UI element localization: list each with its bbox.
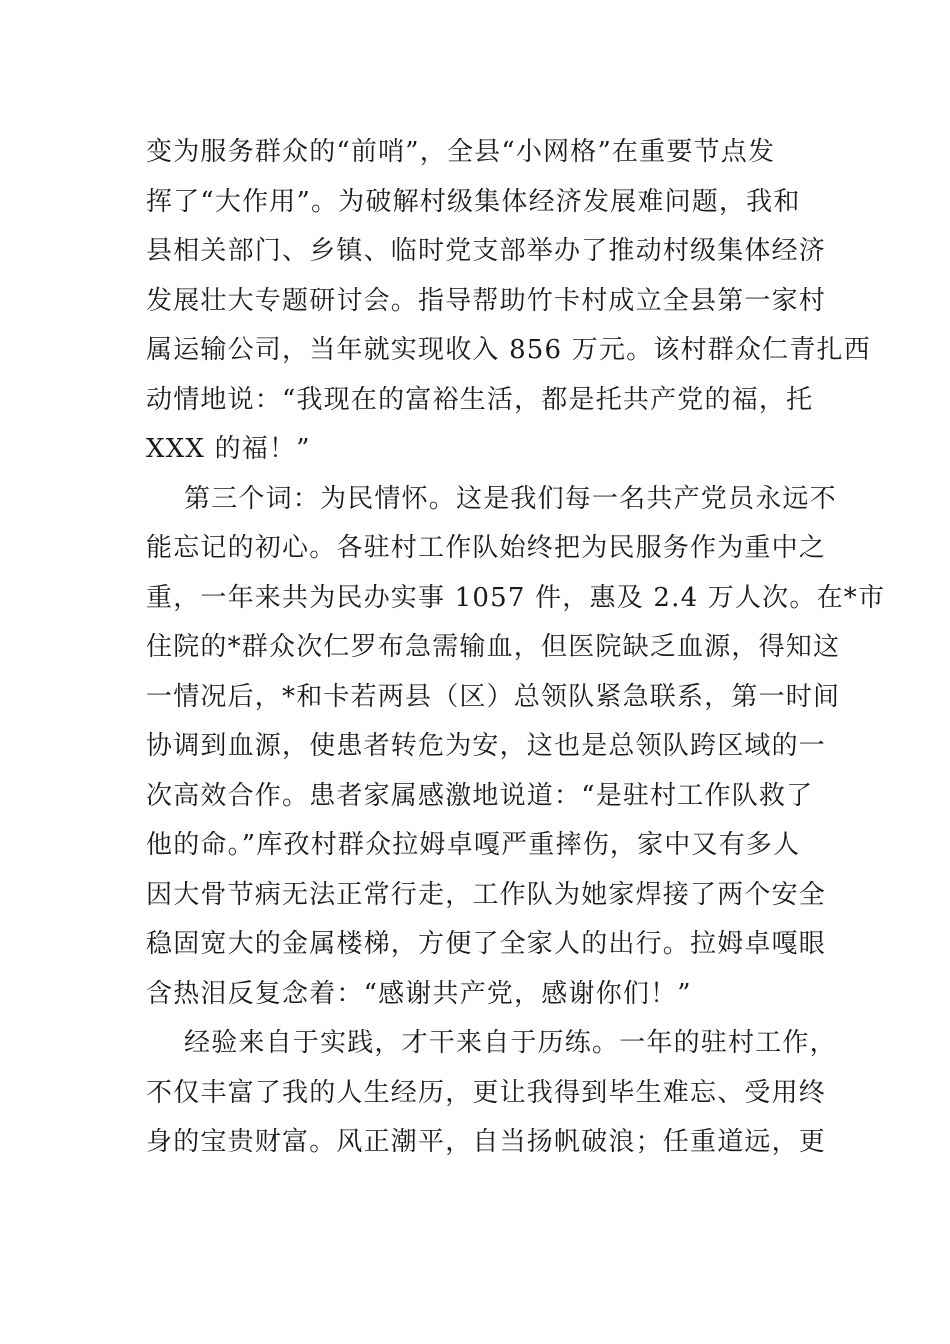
paragraph-2: [146, 475, 886, 1020]
text-line: 因大骨节病无法正常行走，工作队为她家焊接了两个安全: [146, 879, 827, 910]
text-line: 经验来自于实践，才干来自于历练。一年的驻村工作，: [184, 1028, 837, 1058]
text-line: 他的命。”库孜村群众拉姆卓嘎严重摔伤，家中又有多人: [146, 830, 801, 860]
text-line: 能忘记的初心。各驻村工作队始终把为民服务作为重中之: [146, 533, 827, 563]
paragraph-3: [146, 1019, 837, 1168]
text-line: 身的宝贵财富。风正潮平，自当扬帆破浪；任重道远，更: [146, 1127, 827, 1157]
text-line: 县相关部门、乡镇、临时党支部举办了推动村级集体经济: [146, 236, 827, 266]
document-body: [146, 128, 886, 1168]
text-line: 变为服务群众的“前哨”，全县“小网格”在重要节点发: [146, 137, 776, 167]
text-line: 属运输公司，当年就实现收入 856 万元。该村群众仁青扎西: [146, 335, 871, 365]
paragraph-1: [146, 128, 871, 475]
text-line: 次高效合作。患者家属感激地说道：“是驻村工作队救了: [146, 780, 814, 811]
text-line: 重，一年来共为民办实事 1057 件，惠及 2.4 万人次。在*市: [146, 582, 886, 613]
text-line: 协调到血源，使患者转危为安，这也是总领队跨区域的一: [146, 731, 827, 761]
text-line: 稳固宽大的金属楼梯，方便了全家人的出行。拉姆卓嘎眼: [146, 929, 827, 959]
text-line: 一情况后，*和卡若两县（区）总领队紧急联系，第一时间: [146, 681, 841, 712]
text-line: 不仅丰富了我的人生经历，更让我得到毕生难忘、受用终: [146, 1077, 827, 1108]
text-line: 发展壮大专题研讨会。指导帮助竹卡村成立全县第一家村: [146, 285, 827, 316]
text-line: XXX 的福！”: [146, 434, 311, 464]
text-line: 挥了“大作用”。为破解村级集体经济发展难问题，我和: [146, 186, 801, 217]
text-line: 动情地说：“我现在的富裕生活，都是托共产党的福，托: [146, 384, 814, 415]
text-line: 住院的*群众次仁罗布急需输血，但医院缺乏血源，得知这: [146, 632, 841, 662]
text-line: 第三个词：为民情怀。这是我们每一名共产党员永远不: [184, 483, 837, 514]
text-line: 含热泪反复念着：“感谢共产党，感谢你们！”: [146, 978, 692, 1009]
